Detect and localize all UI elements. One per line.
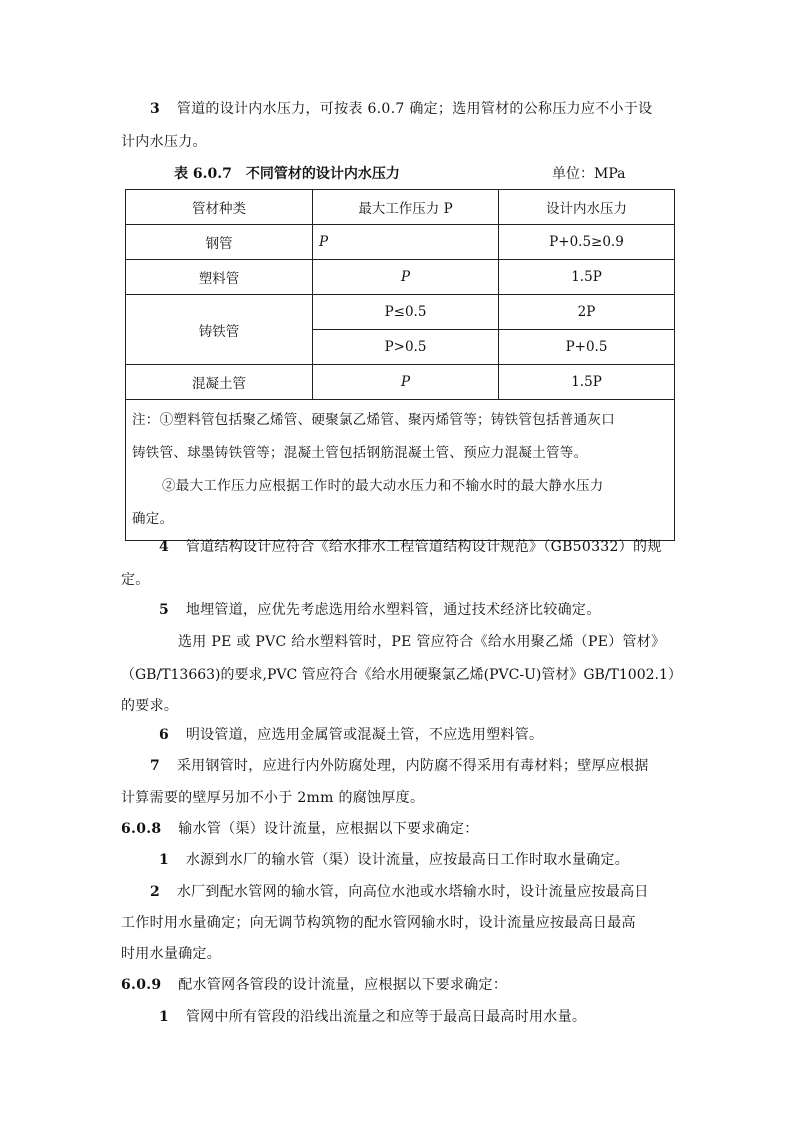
table-notes <box>126 400 675 541</box>
pressure-table <box>125 189 675 541</box>
section-text: 输水管（渠）设计流量，应根据以下要求确定： <box>178 821 479 837</box>
paragraph-6-0-9-item-1 <box>159 1007 586 1027</box>
paragraph-text: 采用钢管时，应进行内外防腐处理，内防腐不得采用有毒材料；壁厚应根据 <box>176 758 649 774</box>
paragraph-text: 管道结构设计应符合《给水排水工程管道结构设计规范》（GB50332）的规 <box>185 539 662 555</box>
section-number: 6.0.8 <box>121 821 162 837</box>
note-line: ②最大工作压力应根据工作时的最大动水压力和不输水时的最大静水压力 <box>162 478 604 494</box>
cell-design-pressure: P+0.5 <box>499 330 675 365</box>
paragraph-continuation: 工作时用水量确定；向无调节构筑物的配水管网输水时，设计流量应按最高日最高 <box>121 915 636 931</box>
item-number: 4 <box>159 539 170 555</box>
cell-design-pressure: 2P <box>499 295 675 330</box>
item-number: 1 <box>159 852 170 868</box>
paragraph-text: 管道的设计内水压力，可按表 6.0.7 确定；选用管材的公称压力应不小于设 <box>176 101 653 117</box>
paragraph-item-5 <box>159 600 601 620</box>
cell-max-pressure: P>0.5 <box>313 330 499 365</box>
paragraph-continuation: 计内水压力。 <box>121 134 207 150</box>
paragraph-6-0-8-item-1 <box>159 850 629 870</box>
section-6-0-8 <box>121 819 479 839</box>
paragraph-continuation: 定。 <box>121 572 150 588</box>
paragraph-item-7 <box>150 756 649 776</box>
item-number: 1 <box>159 1009 170 1025</box>
section-number: 6.0.9 <box>121 977 162 993</box>
cell-max-pressure: P <box>400 374 411 390</box>
item-number: 3 <box>150 101 161 117</box>
note-line: 注：①塑料管包括聚乙烯管、硬聚氯乙烯管、聚丙烯管等；铸铁管包括普通灰口 <box>132 412 615 428</box>
paragraph-item-3 <box>150 99 652 119</box>
item-number: 2 <box>150 884 161 900</box>
table-header-row <box>126 190 675 225</box>
table-row <box>126 365 675 400</box>
cell-max-pressure: P <box>400 269 411 285</box>
header-design-pressure: 设计内水压力 <box>499 190 675 225</box>
cell-material: 塑料管 <box>126 260 313 295</box>
header-material: 管材种类 <box>126 190 313 225</box>
paragraph-text: 选用 PE 或 PVC 给水塑料管时，PE 管应符合《给水用聚乙烯（PE）管材》 <box>178 634 666 650</box>
paragraph-text: 管网中所有管段的沿线出流量之和应等于最高日最高时用水量。 <box>185 1009 587 1025</box>
paragraph-text: 水厂到配水管网的输水管，向高位水池或水塔输水时，设计流量应按最高日 <box>176 884 649 900</box>
note-line: 铸铁管、球墨铸铁管等；混凝土管包括钢筋混凝土管、预应力混凝土管等。 <box>132 445 588 461</box>
cell-max-pressure: P <box>319 234 329 250</box>
item-number: 5 <box>159 602 170 618</box>
cell-design-pressure: P+0.5≥0.9 <box>499 225 675 260</box>
paragraph-text: 地埋管道，应优先考虑选用给水塑料管，通过技术经济比较确定。 <box>185 602 601 618</box>
cell-max-pressure: P≤0.5 <box>313 295 499 330</box>
section-text: 配水管网各管段的设计流量，应根据以下要求确定： <box>178 977 508 993</box>
item-number: 7 <box>150 758 161 774</box>
table-row <box>126 260 675 295</box>
paragraph-continuation: 计算需要的壁厚另加不小于 2mm 的腐蚀厚度。 <box>121 790 425 806</box>
cell-design-pressure: 1.5P <box>499 260 675 295</box>
section-6-0-9 <box>121 975 507 995</box>
table-row <box>126 295 675 330</box>
header-max-pressure: 最大工作压力 P <box>313 190 499 225</box>
paragraph-continuation: 的要求。 <box>121 698 179 714</box>
paragraph-item-6 <box>159 725 543 745</box>
table-unit: 单位：MPa <box>552 166 626 182</box>
note-line: 确定。 <box>132 511 174 527</box>
paragraph-6-0-8-item-2 <box>150 882 649 902</box>
table-row <box>126 225 675 260</box>
item-number: 6 <box>159 727 170 743</box>
paragraph-item-4 <box>159 537 662 557</box>
paragraph-continuation: 时用水量确定。 <box>121 946 222 962</box>
cell-material: 混凝土管 <box>126 365 313 400</box>
table-caption: 表 6.0.7 不同管材的设计内水压力 <box>174 166 400 182</box>
paragraph-continuation: （GB/T13663)的要求,PVC 管应符合《给水用硬聚氯乙烯(PVC-U)管材》GB/T1002.1） <box>121 667 682 683</box>
paragraph-text: 水源到水厂的输水管（渠）设计流量，应按最高日工作时取水量确定。 <box>185 852 630 868</box>
cell-material: 钢管 <box>126 225 313 260</box>
paragraph-text: 明设管道，应选用金属管或混凝土管，不应选用塑料管。 <box>185 727 544 743</box>
cell-design-pressure: 1.5P <box>499 365 675 400</box>
cell-material: 铸铁管 <box>126 295 313 365</box>
table-notes-row <box>126 400 675 541</box>
